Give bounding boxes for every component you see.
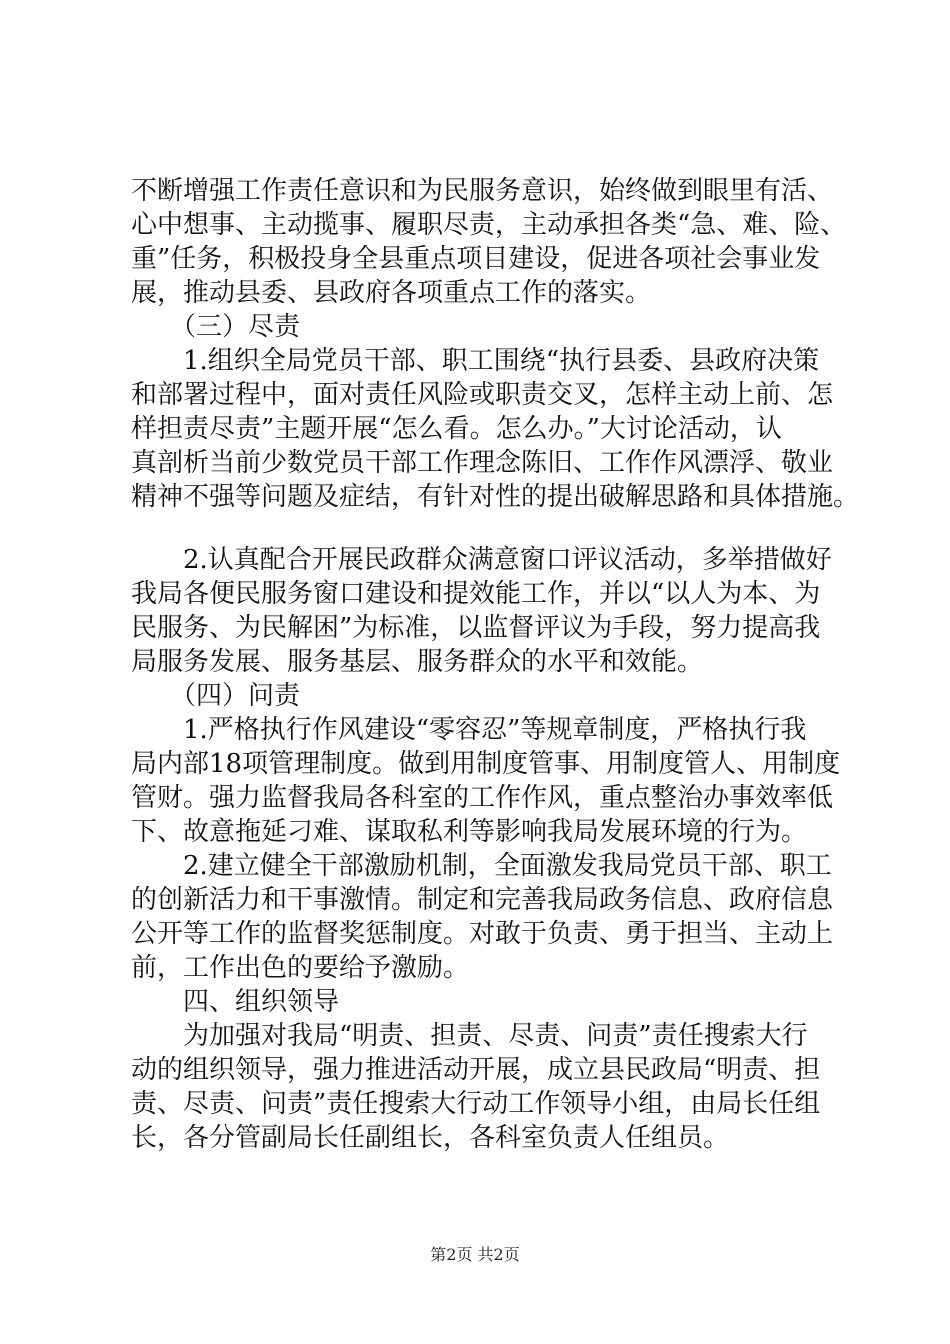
body-text-line: 的创新活力和干事激情。制定和完善我局政务信息、政府信息 (131, 885, 834, 915)
body-text-line: 精神不强等问题及症结，有针对性的提出破解思路和具体措施。 (131, 482, 860, 512)
body-text-line: 2.认真配合开展民政群众满意窗口评议活动，多举措做好 (183, 545, 832, 575)
section-heading: 四、组织领导 (183, 987, 340, 1017)
body-text-line: 1.组织全局党员干部、职工围绕“执行县委、县政府决策 (183, 346, 820, 376)
body-text-line: 和部署过程中，面对责任风险或职责交叉，怎样主动上前、怎 (131, 380, 834, 410)
body-text-line: 心中想事、主动揽事、履职尽责，主动承担各类“急、难、险、 (131, 210, 847, 240)
body-text-line: 我局各便民服务窗口建设和提效能工作，并以“以人为本、为 (131, 579, 821, 609)
body-text-line: 局服务发展、服务基层、服务群众的水平和效能。 (131, 647, 704, 677)
body-text-line: 1.严格执行作风建设“零容忍”等规章制度，严格执行我 (183, 715, 807, 745)
section-heading: （四）问责 (170, 681, 301, 711)
body-text-line: 不断增强工作责任意识和为民服务意识，始终做到眼里有活、 (131, 176, 834, 206)
body-text-line: 下、故意拖延刁难、谋取私利等影响我局发展环境的行为。 (131, 817, 808, 847)
body-text-line: 责、尽责、问责”责任搜索大行动工作领导小组，由局长任组 (131, 1089, 821, 1119)
body-text-line: 长，各分管副局长任副组长，各科室负责人任组员。 (131, 1123, 730, 1153)
page-number-footer: 第2页 共2页 (430, 1245, 520, 1264)
body-text-line: 管财。强力监督我局各科室的工作作风，重点整治办事效率低 (131, 783, 834, 813)
body-text-line: 前，工作出色的要给予激励。 (131, 953, 470, 983)
body-text-line: 公开等工作的监督奖惩制度。对敢于负责、勇于担当、主动上 (131, 919, 834, 949)
body-text-line: 真剖析当前少数党员干部工作理念陈旧、工作作风漂浮、敬业 (131, 448, 834, 478)
body-text-line: 重”任务，积极投身全县重点项目建设，促进各项社会事业发 (131, 244, 821, 274)
section-heading: （三）尽责 (170, 312, 301, 342)
body-text-line: 为加强对我局“明责、担责、尽责、问责”责任搜索大行 (183, 1021, 808, 1051)
body-text-line: 民服务、为民解困”为标准，以监督评议为手段，努力提高我 (131, 613, 821, 643)
body-text-line: 样担责尽责”主题开展“怎么看。怎么办。”大讨论活动，认 (131, 414, 782, 444)
body-text-line: 展，推动县委、县政府各项重点工作的落实。 (131, 278, 652, 308)
body-text-line: 动的组织领导，强力推进活动开展，成立县民政局“明责、担 (131, 1055, 821, 1085)
body-text-line: 局内部18项管理制度。做到用制度管事、用制度管人、用制度 (131, 749, 841, 779)
body-text-line: 2.建立健全干部激励机制，全面激发我局党员干部、职工 (183, 851, 832, 881)
